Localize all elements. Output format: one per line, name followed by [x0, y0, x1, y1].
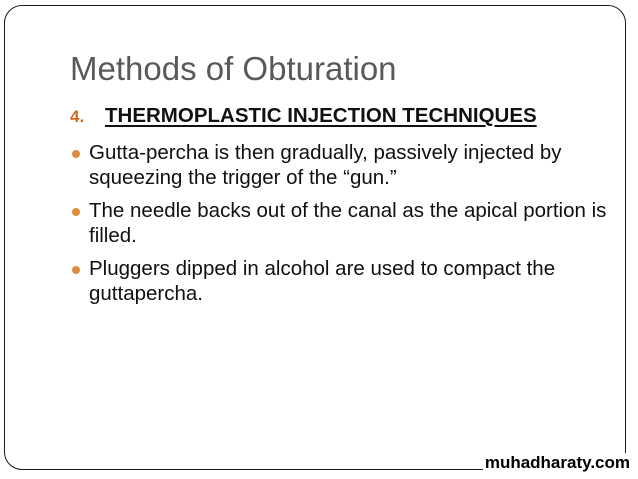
bullet-text: Pluggers dipped in alcohol are used to compact the guttapercha. — [89, 257, 556, 305]
bullet-dot-icon — [72, 266, 80, 274]
watermark: muhadharaty.com — [484, 453, 630, 472]
bullet-dot-icon — [72, 208, 80, 216]
bullet-text: Gutta-percha is then gradually, passively injected by squeezing the trigger of the “gun.” — [89, 141, 562, 189]
bullet-list — [72, 141, 612, 315]
slide-title: Methods of Obturation — [70, 50, 397, 87]
bullet-text: The needle backs out of the canal as the apical portion is filled. — [89, 199, 607, 247]
heading-number: 4. — [70, 107, 85, 126]
bullet-item — [72, 257, 612, 306]
bullet-item — [72, 141, 612, 190]
bullet-item — [72, 199, 612, 248]
bullet-dot-icon — [72, 150, 80, 158]
section-heading — [70, 104, 537, 134]
heading-text: THERMOPLASTIC INJECTION TECHNIQUES — [105, 104, 537, 127]
